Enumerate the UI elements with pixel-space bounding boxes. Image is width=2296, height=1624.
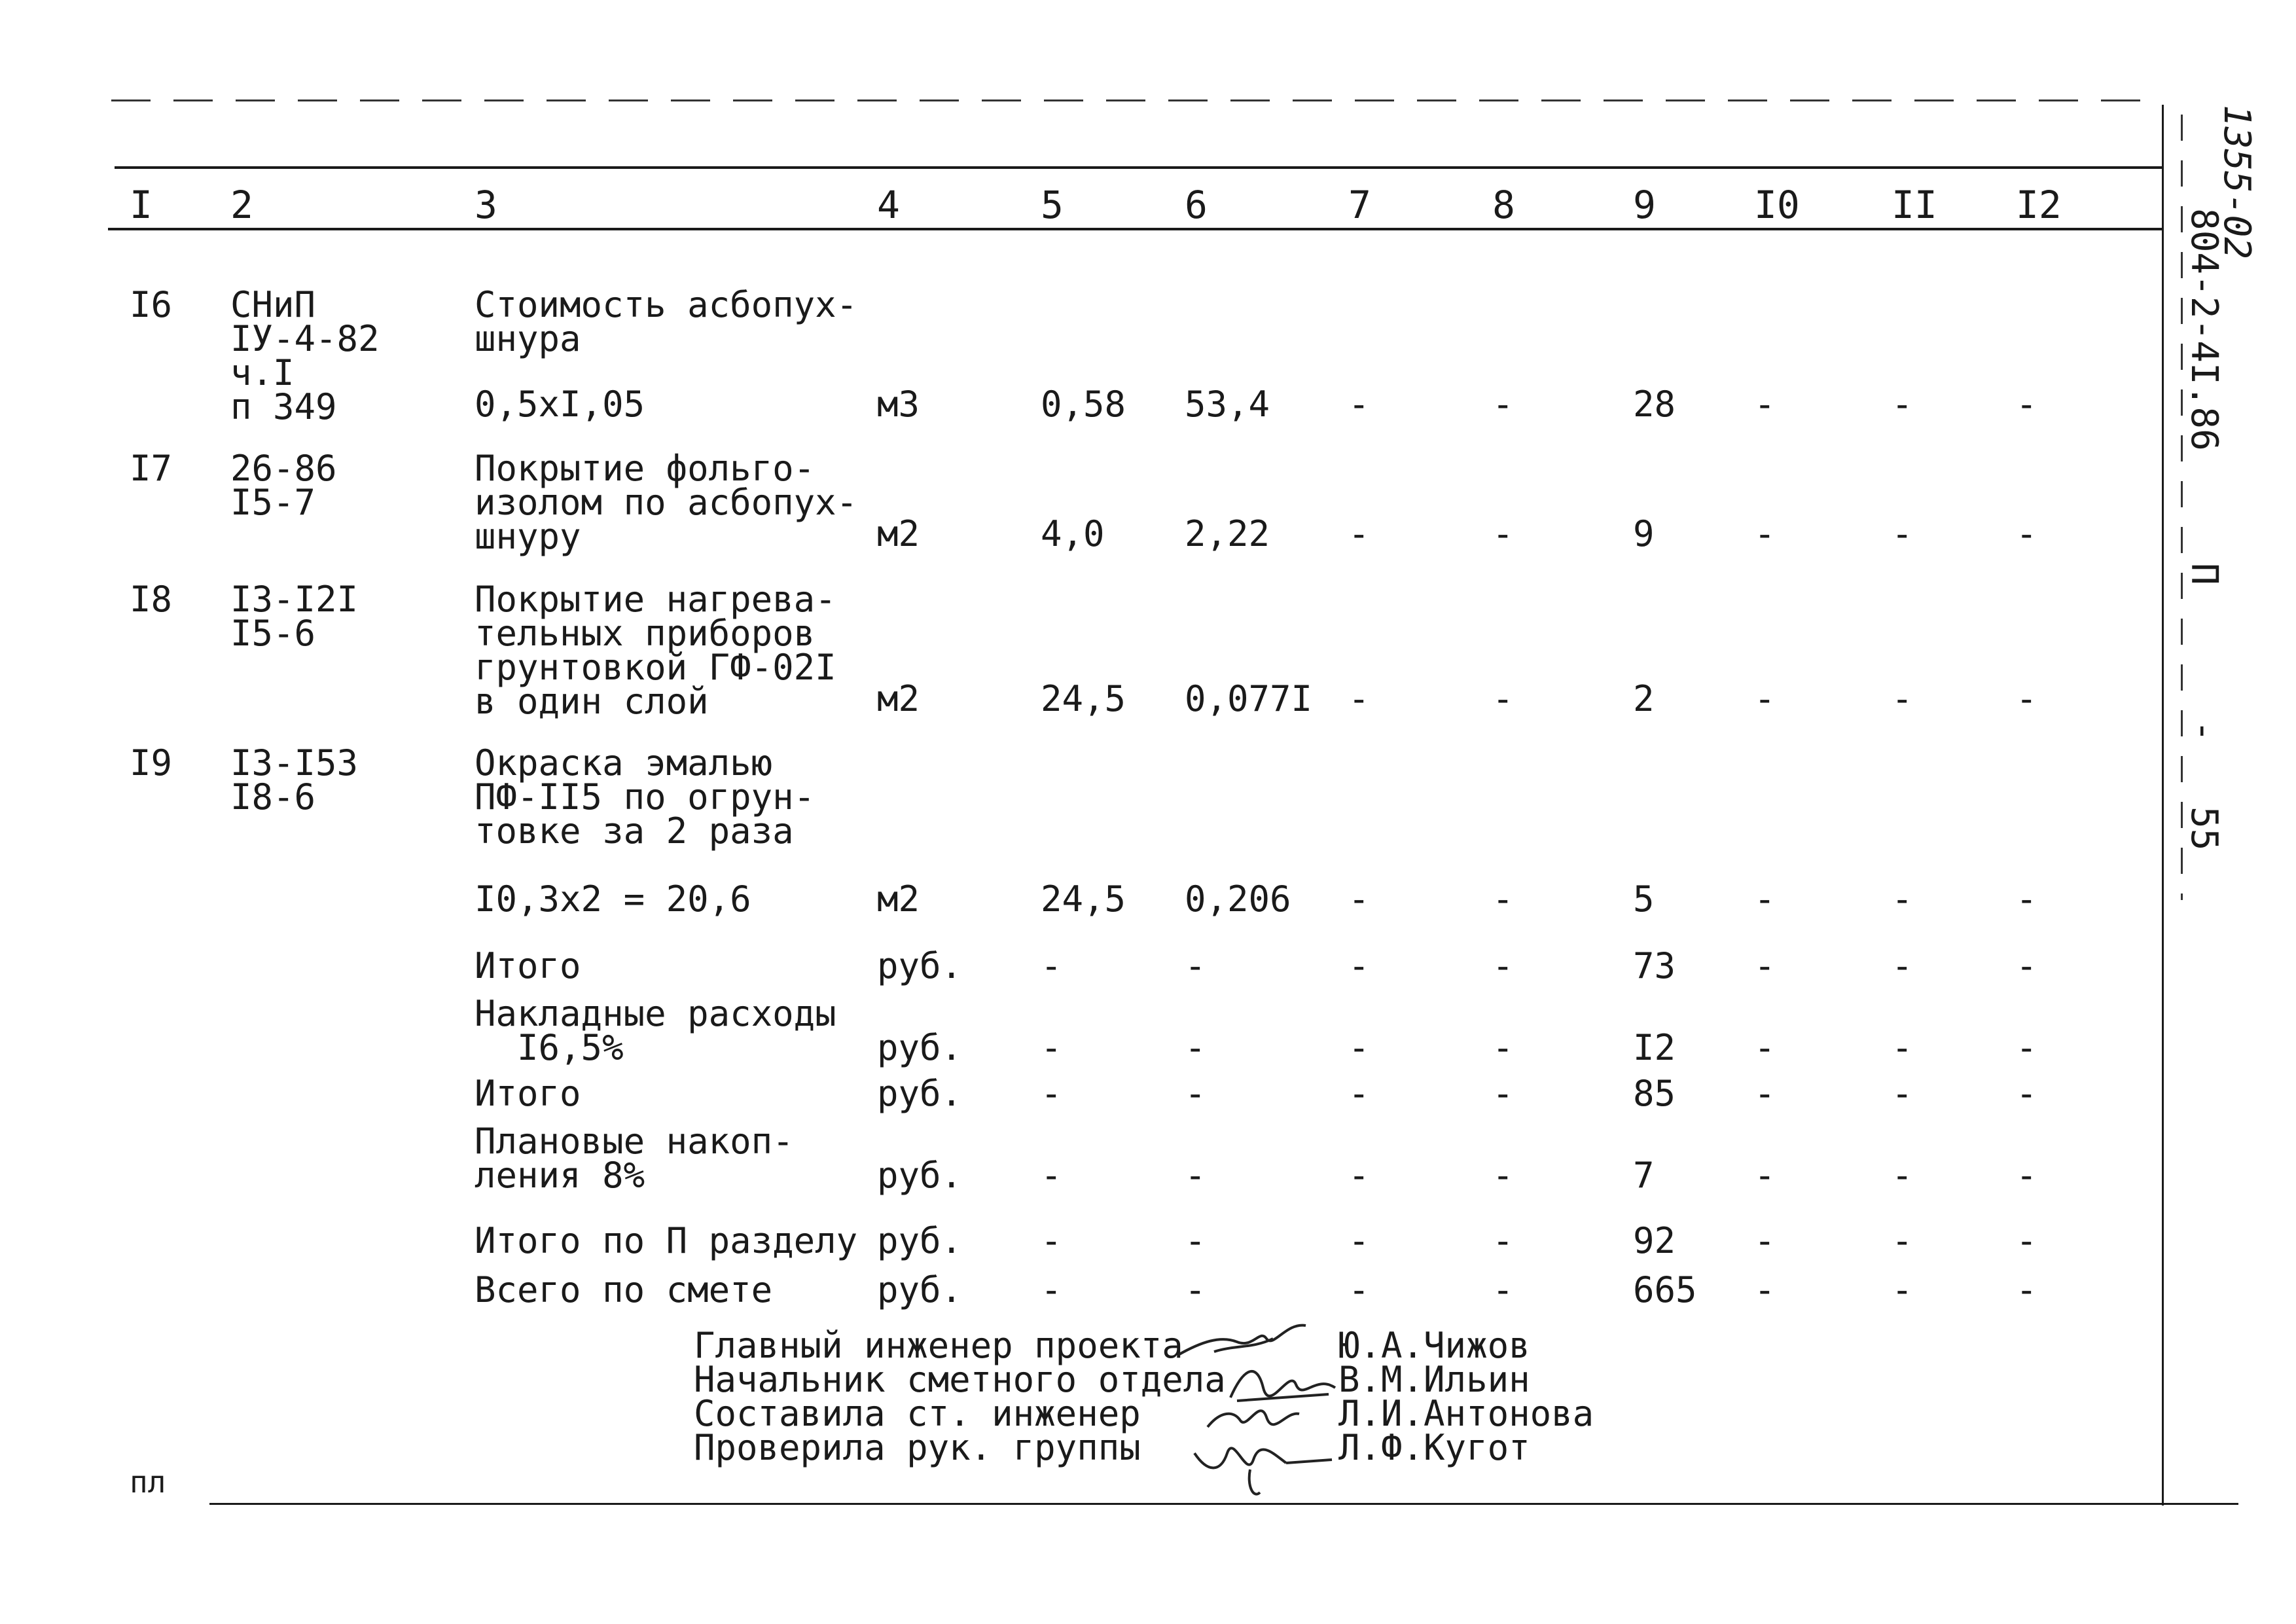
total-label: Итого по П разделу xyxy=(475,1220,858,1261)
row-description: ПФ-II5 по огрун- xyxy=(475,776,816,818)
total-cell-c12: - xyxy=(2016,1027,2037,1068)
total-cell-c6: - xyxy=(1185,1027,1206,1068)
row-cell-c9: 2 xyxy=(1633,678,1655,719)
total-cell-unit: руб. xyxy=(877,1073,963,1114)
row-cell-c7: - xyxy=(1348,878,1370,920)
row-reference: I3-I53 xyxy=(230,742,359,784)
row-cell-c12: - xyxy=(2016,878,2037,920)
total-label: Итого xyxy=(475,945,581,986)
signature-role: Составила ст. инженер xyxy=(694,1393,1141,1434)
row-cell-c6: 53,4 xyxy=(1185,384,1270,425)
row-volume-formula: I0,3х2 = 20,6 xyxy=(475,878,751,920)
header-col-10: I0 xyxy=(1754,183,1800,227)
side-page-number: 55 xyxy=(2183,806,2225,851)
total-label: Плановые накоп- xyxy=(475,1121,794,1162)
row-cell-c9: 5 xyxy=(1633,878,1655,920)
total-label: Накладные расходы xyxy=(475,993,836,1034)
row-cell-c8: - xyxy=(1492,878,1514,920)
row-reference: п 349 xyxy=(230,386,337,427)
row-cell-unit: м2 xyxy=(877,878,920,920)
total-cell-c12: - xyxy=(2016,1073,2037,1114)
total-cell-c10: - xyxy=(1754,1073,1776,1114)
total-cell-c9: 92 xyxy=(1633,1220,1676,1261)
row-cell-c7: - xyxy=(1348,513,1370,554)
row-volume-formula: 0,5хI,05 xyxy=(475,384,645,425)
total-cell-c9: 73 xyxy=(1633,945,1676,986)
row-cell-unit: м2 xyxy=(877,678,920,719)
total-cell-c6: - xyxy=(1185,1155,1206,1196)
signature-role: Главный инженер проекта xyxy=(694,1325,1183,1366)
total-cell-c5: - xyxy=(1041,1269,1062,1310)
total-label: Итого xyxy=(475,1073,581,1114)
total-cell-c10: - xyxy=(1754,1269,1776,1310)
row-reference: I5-6 xyxy=(230,613,316,654)
signature-name: Ю.А.Чижов xyxy=(1338,1325,1530,1366)
row-cell-unit: м3 xyxy=(877,384,920,425)
footer-mark: пл xyxy=(130,1464,166,1500)
total-cell-c12: - xyxy=(2016,945,2037,986)
signature-role: Начальник сметного отдела xyxy=(694,1359,1226,1400)
header-col-1: I xyxy=(130,183,152,227)
header-col-7: 7 xyxy=(1348,183,1371,227)
total-cell-c6: - xyxy=(1185,1073,1206,1114)
header-bottom-rule xyxy=(108,228,2163,230)
total-cell-c8: - xyxy=(1492,1269,1514,1310)
signature-name: В.М.Ильин xyxy=(1338,1359,1530,1400)
total-cell-c11: - xyxy=(1892,1073,1913,1114)
row-number: I7 xyxy=(130,448,173,489)
header-col-12: I2 xyxy=(2016,183,2062,227)
header-col-5: 5 xyxy=(1041,183,1064,227)
row-description: Стоимость асбопух- xyxy=(475,284,858,325)
row-description: тельных приборов xyxy=(475,613,816,654)
total-label: I6,5% xyxy=(475,1027,624,1068)
row-number: I6 xyxy=(130,284,173,325)
row-reference: I3-I2I xyxy=(230,579,359,620)
row-cell-c6: 0,077I xyxy=(1185,678,1313,719)
row-reference: 26-86 xyxy=(230,448,337,489)
total-cell-c6: - xyxy=(1185,1269,1206,1310)
total-cell-c5: - xyxy=(1041,945,1062,986)
row-cell-c11: - xyxy=(1892,384,1913,425)
row-cell-c8: - xyxy=(1492,513,1514,554)
total-cell-c11: - xyxy=(1892,1027,1913,1068)
frame-right xyxy=(2162,105,2164,1506)
total-cell-c7: - xyxy=(1348,1269,1370,1310)
row-cell-c8: - xyxy=(1492,678,1514,719)
signature-name: Л.Ф.Кугот xyxy=(1338,1427,1530,1468)
total-cell-c8: - xyxy=(1492,1155,1514,1196)
total-cell-c9: 7 xyxy=(1633,1155,1655,1196)
row-cell-c9: 28 xyxy=(1633,384,1676,425)
total-cell-c6: - xyxy=(1185,945,1206,986)
total-cell-unit: руб. xyxy=(877,945,963,986)
total-cell-c7: - xyxy=(1348,1073,1370,1114)
total-cell-c11: - xyxy=(1892,1155,1913,1196)
total-label: Всего по смете xyxy=(475,1269,773,1310)
row-reference: IУ-4-82 xyxy=(230,318,380,359)
row-cell-c5: 0,58 xyxy=(1041,384,1126,425)
row-number: I9 xyxy=(130,742,173,784)
row-description: изолом по асбопух- xyxy=(475,482,858,523)
row-description: в один слой xyxy=(475,681,709,722)
total-cell-unit: руб. xyxy=(877,1269,963,1310)
total-cell-c11: - xyxy=(1892,945,1913,986)
total-cell-c7: - xyxy=(1348,1027,1370,1068)
total-cell-c10: - xyxy=(1754,1155,1776,1196)
row-cell-c11: - xyxy=(1892,513,1913,554)
total-cell-c12: - xyxy=(2016,1155,2037,1196)
total-cell-c11: - xyxy=(1892,1269,1913,1310)
total-cell-unit: руб. xyxy=(877,1155,963,1196)
row-description: шнура xyxy=(475,318,581,359)
top-edge xyxy=(111,99,2160,101)
total-cell-c7: - xyxy=(1348,1155,1370,1196)
row-cell-c10: - xyxy=(1754,384,1776,425)
row-description: Покрытие нагрева- xyxy=(475,579,836,620)
header-col-3: 3 xyxy=(475,183,497,227)
signature-role: Проверила рук. группы xyxy=(694,1427,1141,1468)
row-cell-c5: 4,0 xyxy=(1041,513,1105,554)
row-reference: ч.I xyxy=(230,352,295,393)
header-col-4: 4 xyxy=(877,183,900,227)
total-cell-c12: - xyxy=(2016,1269,2037,1310)
total-cell-c5: - xyxy=(1041,1027,1062,1068)
total-cell-c8: - xyxy=(1492,1027,1514,1068)
total-cell-c10: - xyxy=(1754,1220,1776,1261)
row-cell-unit: м2 xyxy=(877,513,920,554)
total-cell-c5: - xyxy=(1041,1155,1062,1196)
total-cell-c8: - xyxy=(1492,1073,1514,1114)
row-cell-c10: - xyxy=(1754,878,1776,920)
header-col-8: 8 xyxy=(1492,183,1515,227)
total-cell-c9: 85 xyxy=(1633,1073,1676,1114)
total-cell-c6: - xyxy=(1185,1220,1206,1261)
total-cell-c8: - xyxy=(1492,1220,1514,1261)
row-cell-c5: 24,5 xyxy=(1041,878,1126,920)
row-cell-c7: - xyxy=(1348,678,1370,719)
row-cell-c12: - xyxy=(2016,513,2037,554)
total-cell-c5: - xyxy=(1041,1220,1062,1261)
total-cell-unit: руб. xyxy=(877,1027,963,1068)
total-cell-c7: - xyxy=(1348,1220,1370,1261)
total-cell-c5: - xyxy=(1041,1073,1062,1114)
row-description: товке за 2 раза xyxy=(475,810,794,852)
total-cell-c11: - xyxy=(1892,1220,1913,1261)
header-top-rule xyxy=(115,166,2163,169)
row-cell-c6: 2,22 xyxy=(1185,513,1270,554)
row-description: грунтовкой ГФ-02I xyxy=(475,647,836,688)
total-cell-c9: I2 xyxy=(1633,1027,1676,1068)
total-cell-c12: - xyxy=(2016,1220,2037,1261)
row-cell-c11: - xyxy=(1892,878,1913,920)
row-cell-c12: - xyxy=(2016,384,2037,425)
total-cell-c10: - xyxy=(1754,1027,1776,1068)
signature-3 xyxy=(1201,1391,1306,1437)
row-reference: I5-7 xyxy=(230,482,316,523)
side-section: П xyxy=(2183,563,2225,585)
total-cell-c8: - xyxy=(1492,945,1514,986)
row-cell-c5: 24,5 xyxy=(1041,678,1126,719)
row-cell-c9: 9 xyxy=(1633,513,1655,554)
row-description: шнуру xyxy=(475,516,581,557)
total-label: ления 8% xyxy=(475,1155,645,1196)
row-reference: I8-6 xyxy=(230,776,316,818)
header-col-11: II xyxy=(1892,183,1937,227)
header-col-9: 9 xyxy=(1633,183,1656,227)
total-cell-c7: - xyxy=(1348,945,1370,986)
header-col-6: 6 xyxy=(1185,183,1208,227)
row-cell-c12: - xyxy=(2016,678,2037,719)
signature-4 xyxy=(1188,1434,1338,1506)
header-col-2: 2 xyxy=(230,183,253,227)
row-cell-c10: - xyxy=(1754,678,1776,719)
row-cell-c11: - xyxy=(1892,678,1913,719)
row-description: Покрытие фольго- xyxy=(475,448,816,489)
side-handwritten-number: 1355-02 xyxy=(2215,105,2258,260)
side-document-code: 804-2-4I.86 xyxy=(2183,208,2225,451)
total-cell-c10: - xyxy=(1754,945,1776,986)
total-cell-c9: 665 xyxy=(1633,1269,1697,1310)
signature-name: Л.И.Антонова xyxy=(1338,1393,1594,1434)
total-cell-unit: руб. xyxy=(877,1220,963,1261)
row-number: I8 xyxy=(130,579,173,620)
row-cell-c10: - xyxy=(1754,513,1776,554)
row-reference: СНиП xyxy=(230,284,316,325)
side-dash: - xyxy=(2183,720,2225,742)
row-cell-c8: - xyxy=(1492,384,1514,425)
row-description: Окраска эмалью xyxy=(475,742,773,784)
row-cell-c6: 0,206 xyxy=(1185,878,1291,920)
row-cell-c7: - xyxy=(1348,384,1370,425)
